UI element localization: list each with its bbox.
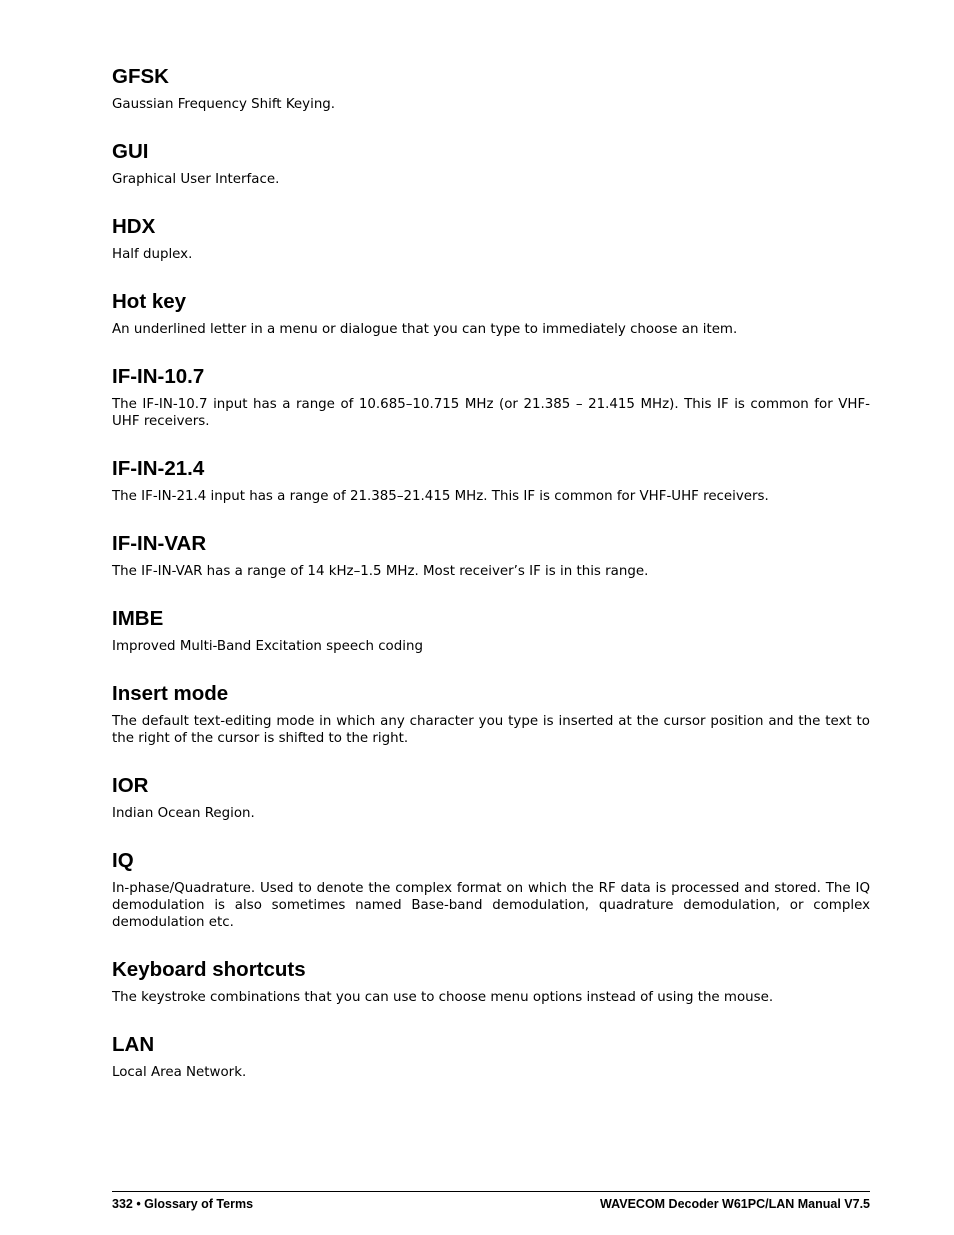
glossary-entry-ior: [112, 773, 870, 822]
term-heading: IMBE: [112, 607, 164, 630]
glossary-entry-insert-mode: [112, 681, 870, 747]
term-heading: HDX: [112, 215, 156, 238]
term-heading: IQ: [112, 849, 134, 872]
term-heading: IF-IN-VAR: [112, 532, 207, 555]
glossary-content: [112, 64, 870, 1107]
glossary-entry-lan: [112, 1032, 870, 1081]
term-heading: Hot key: [112, 290, 187, 313]
glossary-entry-hdx: [112, 214, 870, 263]
footer-manual-title: WAVECOM Decoder W61PC/LAN Manual V7.5: [600, 1197, 870, 1211]
glossary-entry-imbe: [112, 606, 870, 655]
term-definition: Gaussian Frequency Shift Keying.: [112, 97, 336, 112]
glossary-entry-if-in-var: [112, 531, 870, 580]
glossary-entry-if-in-10-7: [112, 364, 870, 430]
term-heading: GFSK: [112, 65, 169, 88]
term-heading: GUI: [112, 140, 149, 163]
term-definition: Half duplex.: [112, 247, 193, 262]
term-definition: An underlined letter in a menu or dialogue that you can type to immediately choose an item.: [112, 322, 738, 337]
term-definition: The IF-IN-10.7 input has a range of 10.685–10.715 MHz (or 21.385 – 21.415 MHz). This IF is common for VHF-UHF receivers.: [112, 397, 870, 429]
glossary-entry-hot-key: [112, 289, 870, 338]
term-heading: IOR: [112, 774, 149, 797]
glossary-entry-if-in-21-4: [112, 456, 870, 505]
glossary-entry-keyboard-shortcuts: [112, 957, 870, 1006]
term-definition: The IF-IN-VAR has a range of 14 kHz–1.5 MHz. Most receiver’s IF is in this range.: [112, 564, 649, 579]
term-definition: The keystroke combinations that you can use to choose menu options instead of using the mouse.: [112, 990, 774, 1005]
term-definition: The default text-editing mode in which any character you type is inserted at the cursor position and the text to the right of the cursor is shifted to the right.: [112, 714, 870, 746]
glossary-entry-gfsk: [112, 64, 870, 113]
term-heading: IF-IN-21.4: [112, 457, 205, 480]
term-definition: The IF-IN-21.4 input has a range of 21.385–21.415 MHz. This IF is common for VHF-UHF receivers.: [112, 489, 769, 504]
footer-page-section: 332 • Glossary of Terms: [112, 1197, 254, 1211]
page-footer: [112, 1191, 870, 1212]
term-heading: LAN: [112, 1033, 155, 1056]
glossary-entry-gui: [112, 139, 870, 188]
term-definition: Indian Ocean Region.: [112, 806, 255, 821]
term-definition: Improved Multi-Band Excitation speech coding: [112, 639, 423, 654]
term-definition: In-phase/Quadrature. Used to denote the complex format on which the RF data is processed and stored. The IQ demodulation is also sometimes named Base-band demodulation, quadrature demodulation, or complex demodulation etc.: [112, 881, 870, 930]
term-heading: Keyboard shortcuts: [112, 958, 306, 981]
glossary-entry-iq: [112, 848, 870, 931]
term-definition: Local Area Network.: [112, 1065, 247, 1080]
term-definition: Graphical User Interface.: [112, 172, 280, 187]
term-heading: IF-IN-10.7: [112, 365, 205, 388]
term-heading: Insert mode: [112, 682, 229, 705]
